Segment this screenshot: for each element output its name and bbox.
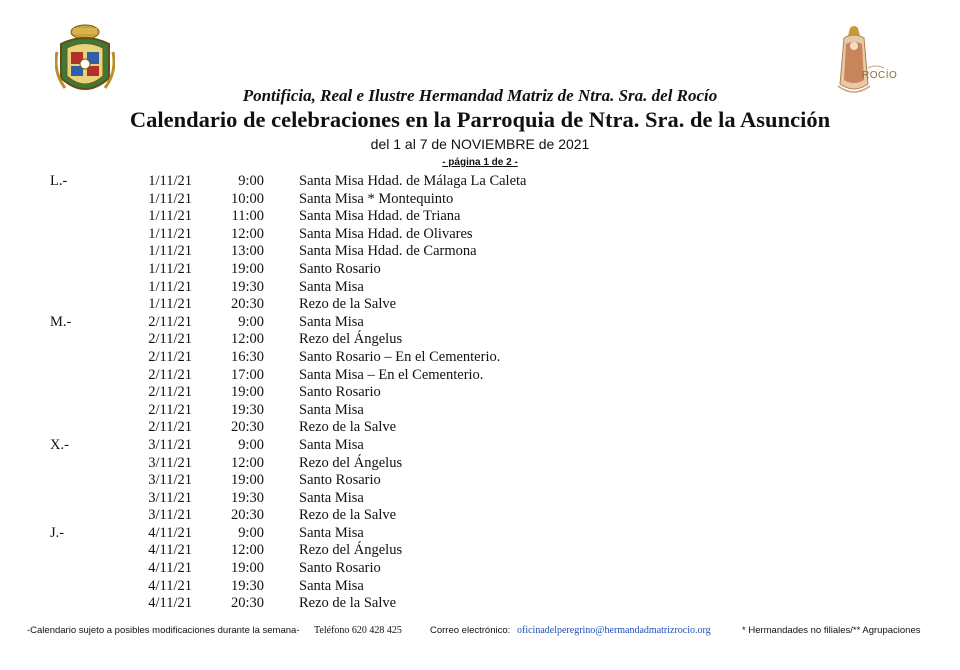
schedule-row	[0, 578, 960, 596]
schedule-date: 4/11/21	[148, 595, 192, 612]
schedule-row	[0, 208, 960, 226]
schedule-day: X.-	[50, 436, 69, 453]
schedule-time: 12:00	[230, 454, 264, 471]
schedule-event: Rezo de la Salve	[299, 595, 397, 612]
schedule-row	[0, 402, 960, 420]
schedule-time: 13:00	[230, 243, 264, 260]
footer-email-label: Correo electrónico:	[430, 625, 511, 636]
schedule-event: Rezo de la Salve	[299, 296, 397, 313]
schedule-day: M.-	[50, 313, 72, 330]
footer-phone: Teléfono 620 428 425	[314, 625, 402, 636]
date-range: del 1 al 7 de NOVIEMBRE de 2021	[370, 136, 590, 152]
schedule-date: 1/11/21	[148, 296, 192, 313]
schedule-list	[0, 173, 960, 613]
schedule-event: Santo Rosario – En el Cementerio.	[299, 348, 501, 365]
schedule-time: 20:30	[230, 419, 264, 436]
schedule-row	[0, 525, 960, 543]
schedule-row	[0, 243, 960, 261]
schedule-row	[0, 542, 960, 560]
schedule-event: Santa Misa	[299, 278, 364, 295]
schedule-time: 20:30	[230, 507, 264, 524]
schedule-date: 2/11/21	[148, 419, 192, 436]
schedule-event: Santo Rosario	[299, 384, 381, 401]
schedule-date: 1/11/21	[148, 225, 192, 242]
schedule-row	[0, 490, 960, 508]
schedule-row	[0, 173, 960, 191]
footer-legend: * Hermandades no filiales/** Agrupaciones	[742, 625, 921, 636]
schedule-row	[0, 331, 960, 349]
schedule-day: L.-	[50, 173, 68, 189]
schedule-time: 19:30	[230, 489, 264, 506]
schedule-date: 3/11/21	[148, 507, 192, 524]
schedule-time: 17:00	[230, 366, 264, 383]
schedule-time: 9:00	[238, 524, 264, 541]
schedule-time: 12:00	[230, 225, 264, 242]
schedule-time: 19:00	[230, 260, 264, 277]
schedule-event: Rezo del Ángelus	[299, 331, 403, 348]
schedule-row	[0, 296, 960, 314]
schedule-time: 19:00	[230, 560, 264, 577]
schedule-row	[0, 560, 960, 578]
schedule-time: 12:00	[230, 542, 264, 559]
schedule-time: 9:00	[238, 313, 264, 330]
schedule-event: Santa Misa	[299, 436, 364, 453]
schedule-date: 3/11/21	[148, 454, 192, 471]
schedule-time: 19:30	[230, 278, 264, 295]
schedule-date: 1/11/21	[148, 173, 192, 189]
schedule-event: Santa Misa Hdad. de Carmona	[299, 243, 477, 260]
schedule-date: 4/11/21	[148, 577, 192, 594]
schedule-date: 1/11/21	[148, 208, 192, 225]
schedule-event: Rezo de la Salve	[299, 419, 397, 436]
schedule-row	[0, 367, 960, 385]
schedule-date: 3/11/21	[148, 436, 192, 453]
page-title: Calendario de celebraciones en la Parroquia de Ntra. Sra. de la Asunción	[129, 107, 831, 132]
schedule-day: J.-	[50, 524, 65, 541]
schedule-row	[0, 226, 960, 244]
schedule-event: Santa Misa Hdad. de Olivares	[299, 225, 473, 242]
schedule-event: Rezo del Ángelus	[299, 454, 403, 471]
schedule-time: 19:00	[230, 384, 264, 401]
schedule-date: 2/11/21	[148, 331, 192, 348]
schedule-date: 2/11/21	[148, 313, 192, 330]
schedule-time: 19:00	[230, 472, 264, 489]
schedule-row	[0, 595, 960, 613]
schedule-row	[0, 384, 960, 402]
schedule-row	[0, 191, 960, 209]
schedule-time: 20:30	[230, 595, 264, 612]
schedule-row	[0, 349, 960, 367]
footer	[0, 625, 960, 639]
schedule-date: 1/11/21	[148, 260, 192, 277]
schedule-event: Santa Misa	[299, 313, 364, 330]
schedule-date: 2/11/21	[148, 348, 192, 365]
schedule-date: 3/11/21	[148, 489, 192, 506]
rocio-logo-text: ROCÍO	[862, 70, 898, 81]
schedule-event: Santa Misa – En el Cementerio.	[299, 366, 484, 383]
footer-email-link[interactable]: oficinadelperegrino@hermandadmatrizrocio.org	[517, 625, 711, 636]
schedule-date: 1/11/21	[148, 243, 192, 260]
schedule-date: 4/11/21	[148, 524, 192, 541]
schedule-time: 9:00	[238, 436, 264, 453]
schedule-event: Santo Rosario	[299, 472, 381, 489]
schedule-row	[0, 419, 960, 437]
schedule-event: Santo Rosario	[299, 560, 381, 577]
schedule-time: 11:00	[231, 208, 264, 225]
schedule-date: 4/11/21	[148, 542, 192, 559]
schedule-time: 20:30	[230, 296, 264, 313]
schedule-event: Rezo de la Salve	[299, 507, 397, 524]
hermandad-name: Pontificia, Real e Ilustre Hermandad Matriz de Ntra. Sra. del Rocío	[242, 86, 718, 105]
schedule-event: Santa Misa Hdad. de Málaga La Caleta	[299, 173, 527, 189]
schedule-date: 3/11/21	[148, 472, 192, 489]
schedule-date: 2/11/21	[148, 366, 192, 383]
schedule-time: 19:30	[230, 401, 264, 418]
schedule-date: 4/11/21	[148, 560, 192, 577]
schedule-row	[0, 261, 960, 279]
schedule-row	[0, 437, 960, 455]
schedule-time: 10:00	[230, 190, 264, 207]
schedule-event: Santa Misa	[299, 524, 364, 541]
schedule-date: 1/11/21	[148, 190, 192, 207]
footer-note: -Calendario sujeto a posibles modificaciones durante la semana-	[27, 625, 300, 636]
schedule-time: 19:30	[230, 577, 264, 594]
schedule-event: Santa Misa Hdad. de Triana	[299, 208, 461, 225]
schedule-time: 16:30	[230, 348, 264, 365]
schedule-event: Santo Rosario	[299, 260, 381, 277]
schedule-time: 12:00	[230, 331, 264, 348]
schedule-row	[0, 507, 960, 525]
schedule-date: 1/11/21	[148, 278, 192, 295]
schedule-time: 9:00	[238, 173, 264, 189]
schedule-row	[0, 314, 960, 332]
schedule-event: Santa Misa	[299, 577, 364, 594]
schedule-event: Santa Misa	[299, 401, 364, 418]
schedule-date: 2/11/21	[148, 401, 192, 418]
schedule-date: 2/11/21	[148, 384, 192, 401]
schedule-row	[0, 455, 960, 473]
schedule-event: Santa Misa * Montequinto	[299, 190, 454, 207]
schedule-event: Rezo del Ángelus	[299, 542, 403, 559]
page-number	[0, 157, 960, 168]
schedule-row	[0, 472, 960, 490]
page-number-text: - página 1 de 2 -	[442, 157, 518, 168]
schedule-event: Santa Misa	[299, 489, 364, 506]
schedule-row	[0, 279, 960, 297]
